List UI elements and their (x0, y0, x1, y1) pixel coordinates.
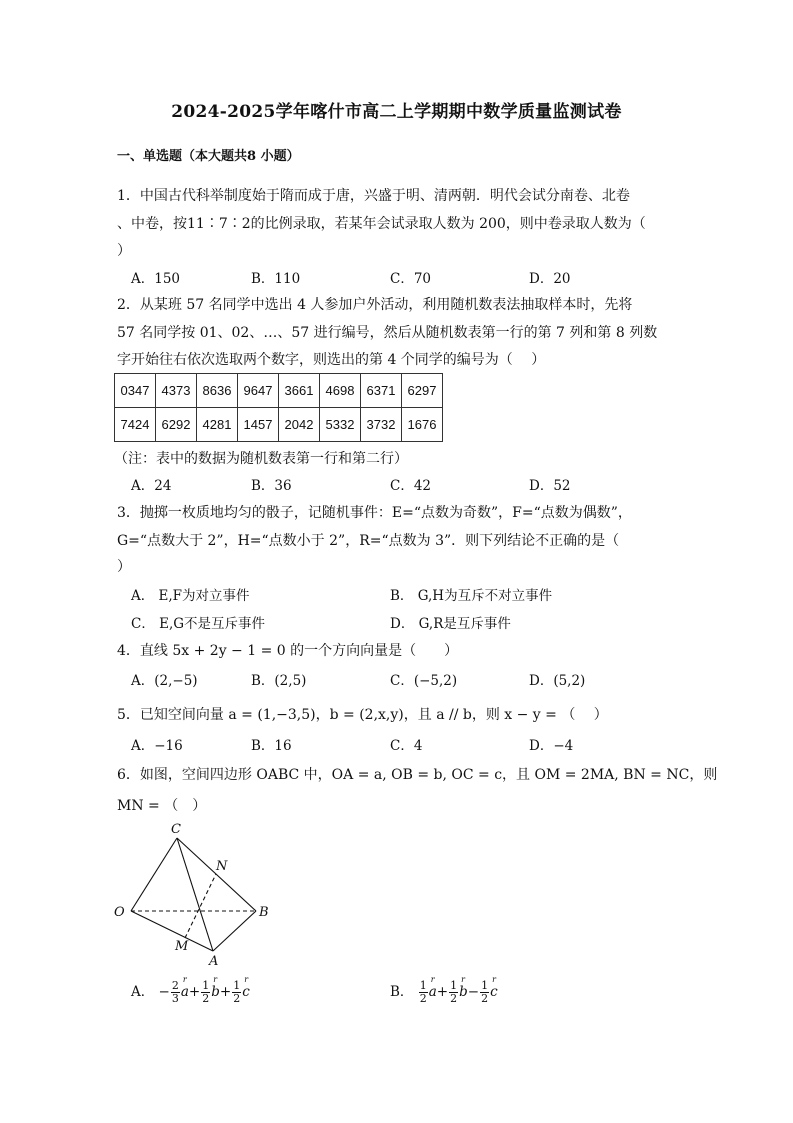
fraction (201, 980, 210, 1005)
q1-option-c: C．70 (390, 271, 432, 287)
label-m: M (175, 939, 189, 954)
q3-line-2: G=“点数大于 2”，H=“点数小于 2”，R=“点数为 3”．则下列结论不正确的是（ (117, 533, 620, 549)
denominator: 2 (233, 992, 241, 1005)
label-n: N (216, 859, 228, 874)
denominator: 2 (202, 992, 210, 1005)
table-cell: 1676 (402, 408, 443, 442)
section-heading: 一、单选题（本大题共8 小题） (117, 149, 300, 164)
q3-option-d: D． G,R是互斥事件 (390, 616, 511, 632)
fraction (232, 980, 241, 1005)
q1-option-b: B．110 (251, 271, 301, 287)
fraction (171, 980, 180, 1005)
q4-option-b: B．(2,5) (251, 673, 307, 689)
numerator: 1 (233, 979, 241, 992)
table-cell: 4698 (320, 374, 361, 408)
fraction (449, 980, 458, 1005)
label-b: B (259, 905, 269, 920)
q2-option-c: C．42 (390, 478, 432, 494)
vector-c: r c (490, 984, 498, 1000)
q1-option-d: D．20 (529, 271, 571, 287)
q3-line-3: ） (117, 559, 131, 575)
q6-line-2: MN = （ ） (117, 798, 207, 814)
table-cell: 3732 (361, 408, 402, 442)
table-cell: 7424 (115, 408, 156, 442)
q2-line-2: 57 名同学按 01、02、…、57 进行编号，然后从随机数表第一行的第 7 列和第 8 列数 (117, 325, 658, 341)
vector-a: r a (429, 984, 437, 1000)
table-cell: 6292 (156, 408, 197, 442)
q2-line-1: 2．从某班 57 名同学中选出 4 人参加户外活动，利用随机数表法抽取样本时，先将 (117, 297, 633, 313)
vector-a: r a (181, 984, 189, 1000)
q1-line-2: 、中卷，按11∶7∶2的比例录取，若某年会试录取人数为 200，则中卷录取人数为（ (117, 216, 646, 232)
q6-option-a: A． − $\frac{2}{3}$ r a+ $\frac{1}{2}$ r b+ $\frac{1}{2}$ r c (131, 980, 250, 1005)
q4-line-1: 4．直线 5x + 2y − 1 = 0 的一个方向向量是（ ） (117, 643, 459, 659)
q5-option-a: A．−16 (131, 738, 183, 754)
exam-title: 2024-2025学年喀什市高二上学期期中数学质量监测试卷 (171, 102, 622, 122)
table-cell: 2042 (279, 408, 320, 442)
fraction (480, 980, 489, 1005)
numerator: 1 (450, 979, 458, 992)
numerator: 2 (171, 979, 179, 992)
table-row (115, 374, 443, 408)
q3-option-b: B． G,H为互斥不对立事件 (390, 588, 553, 604)
table-cell: 1457 (238, 408, 279, 442)
option-prefix: A． (131, 984, 155, 1000)
table-cell: 6371 (361, 374, 402, 408)
denominator: 2 (450, 992, 458, 1005)
table-cell: 9647 (238, 374, 279, 408)
q4-option-d: D．(5,2) (529, 673, 586, 689)
q1-line-1: 1．中国古代科举制度始于隋而成于唐，兴盛于明、清两朝．明代会试分南卷、北卷 (117, 188, 630, 204)
numerator: 1 (202, 979, 210, 992)
table-cell: 4373 (156, 374, 197, 408)
q6-line-1: 6．如图，空间四边形 OABC 中，OA = a, OB = b, OC = c，且 OM = 2MA, BN = NC，则 (117, 767, 718, 783)
denominator: 3 (171, 992, 179, 1005)
q4-option-c: C．(−5,2) (390, 673, 458, 689)
random-number-table (114, 373, 443, 442)
table-cell: 6297 (402, 374, 443, 408)
label-c: C (171, 822, 181, 837)
vector-b: r b (211, 984, 220, 1000)
numerator: 1 (481, 979, 489, 992)
label-o: O (114, 905, 125, 920)
table-cell: 3661 (279, 374, 320, 408)
table-row (115, 408, 443, 442)
q3-line-1: 3．抛掷一枚质地均匀的骰子，记随机事件：E=“点数为奇数”，F=“点数为偶数”， (117, 505, 632, 521)
q1-line-3: ） (117, 243, 131, 259)
edge-oc (131, 838, 177, 911)
q3-option-c: C． E,G不是互斥事件 (131, 616, 266, 632)
q2-option-d: D．52 (529, 478, 571, 494)
q2-table-note: （注：表中的数据为随机数表第一行和第二行） (114, 451, 408, 467)
segment-mn (185, 874, 216, 938)
q2-line-3: 字开始往右依次选取两个数字，则选出的第 4 个同学的编号为（ ） (117, 352, 546, 368)
table-cell: 0347 (115, 374, 156, 408)
q4-option-a: A．(2,−5) (131, 673, 198, 689)
minus-sign: − (158, 984, 170, 1000)
option-prefix: B． (390, 984, 414, 1000)
table-cell: 8636 (197, 374, 238, 408)
q6-option-b: B． $\frac{1}{2}$ r a+ $\frac{1}{2}$ r b− $\frac{1}{2}$ r c (390, 980, 498, 1005)
vector-c: r c (242, 984, 250, 1000)
q5-line-1: 5．已知空间向量 a = (1,−3,5)，b = (2,x,y)，且 a // b，则 x − y = （ ） (117, 707, 608, 723)
q5-option-d: D．−4 (529, 738, 574, 754)
vector-b: r b (459, 984, 468, 1000)
q5-option-b: B．16 (251, 738, 292, 754)
q3-option-a: A． E,F为对立事件 (131, 588, 250, 604)
q5-option-c: C．4 (390, 738, 423, 754)
q1-option-a: A．150 (131, 271, 181, 287)
numerator: 1 (419, 979, 427, 992)
q2-option-b: B．36 (251, 478, 292, 494)
denominator: 2 (419, 992, 427, 1005)
edge-oa (131, 911, 213, 951)
edge-ab (213, 911, 256, 951)
label-a: A (209, 954, 219, 968)
fraction (419, 980, 428, 1005)
tetrahedron-figure (108, 818, 278, 968)
table-cell: 4281 (197, 408, 238, 442)
q2-option-a: A．24 (131, 478, 172, 494)
table-cell: 5332 (320, 408, 361, 442)
denominator: 2 (481, 992, 489, 1005)
